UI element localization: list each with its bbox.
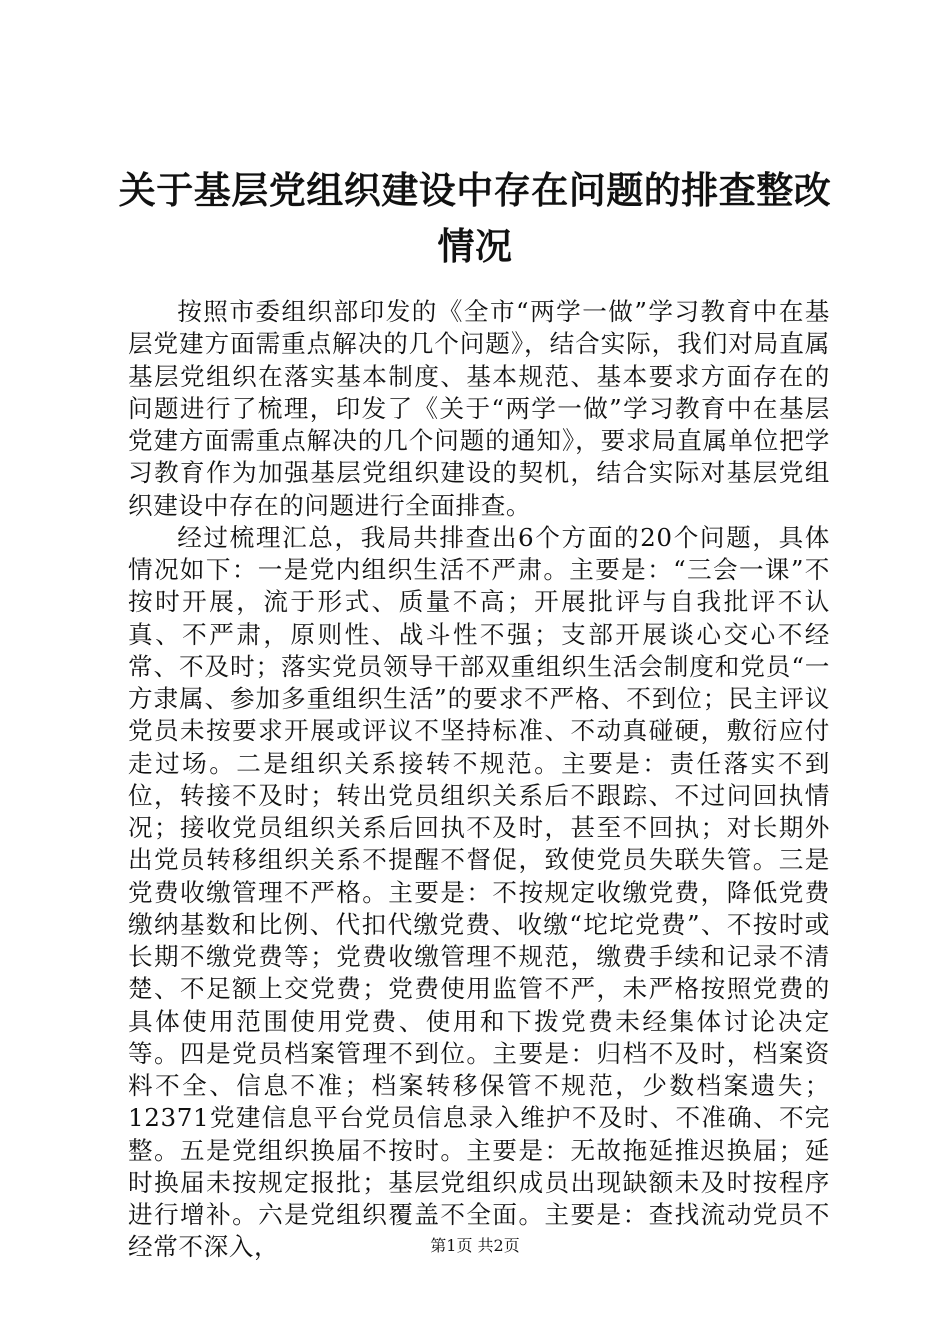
document-body	[128, 296, 830, 1264]
document-title: 关于基层党组织建设中存在问题的排查整改情况	[118, 168, 832, 268]
page-number-footer: 第1页 共2页	[430, 1236, 520, 1255]
paragraph-issues: 经过梳理汇总，我局共排查出6个方面的20个问题，具体情况如下：一是党内组织生活不严肃。主要是：“三会一课”不按时开展，流于形式、质量不高；开展批评与自我批评不认真、不严肃，原则性、战斗性不强；支部开展谈心交心不经常、不及时；落实党员领导干部双重组织生活会制度和党员“一方隶属、参加多重组织生活”的要求不严格、不到位；民主评议党员未按要求开展或评议不坚持标准、不动真碰硬，敷衍应付走过场。二是组织关系接转不规范。主要是：责任落实不到位，转接不及时；转出党员组织关系后不跟踪、不过问回执情况；接收党员组织关系后回执不及时，甚至不回执；对长期外出党员转移组织关系不提醒不督促，致使党员失联失管。三是党费收缴管理不严格。主要是：不按规定收缴党费，降低党费缴纳基数和比例、代扣代缴党费、收缴“坨坨党费”、不按时或长期不缴党费等；党费收缴管理不规范，缴费手续和记录不清楚、不足额上交党费；党费使用监管不严，未严格按照党费的具体使用范围使用党费、使用和下拨党费未经集体讨论决定等。四是党员档案管理不到位。主要是：归档不及时，档案资料不全、信息不准；档案转移保管不规范，少数档案遗失；12371党建信息平台党员信息录入维护不及时、不准确、不完整。五是党组织换届不按时。主要是：无故拖延推迟换届；延时换届未按规定报批；基层党组织成员出现缺额未及时按程序进行增补。六是党组织覆盖不全面。主要是：查找流动党员不经常不深入，	[128, 522, 830, 1262]
paragraph-intro: 按照市委组织部印发的《全市“两学一做”学习教育中在基层党建方面需重点解决的几个问题》，结合实际，我们对局直属基层党组织在落实基本制度、基本规范、基本要求方面存在的问题进行了梳理，印发了《关于“两学一做”学习教育中在基层党建方面需重点解决的几个问题的通知》，要求局直属单位把学习教育作为加强基层党组织建设的契机，结合实际对基层党组织建设中存在的问题进行全面排查。	[128, 297, 830, 520]
